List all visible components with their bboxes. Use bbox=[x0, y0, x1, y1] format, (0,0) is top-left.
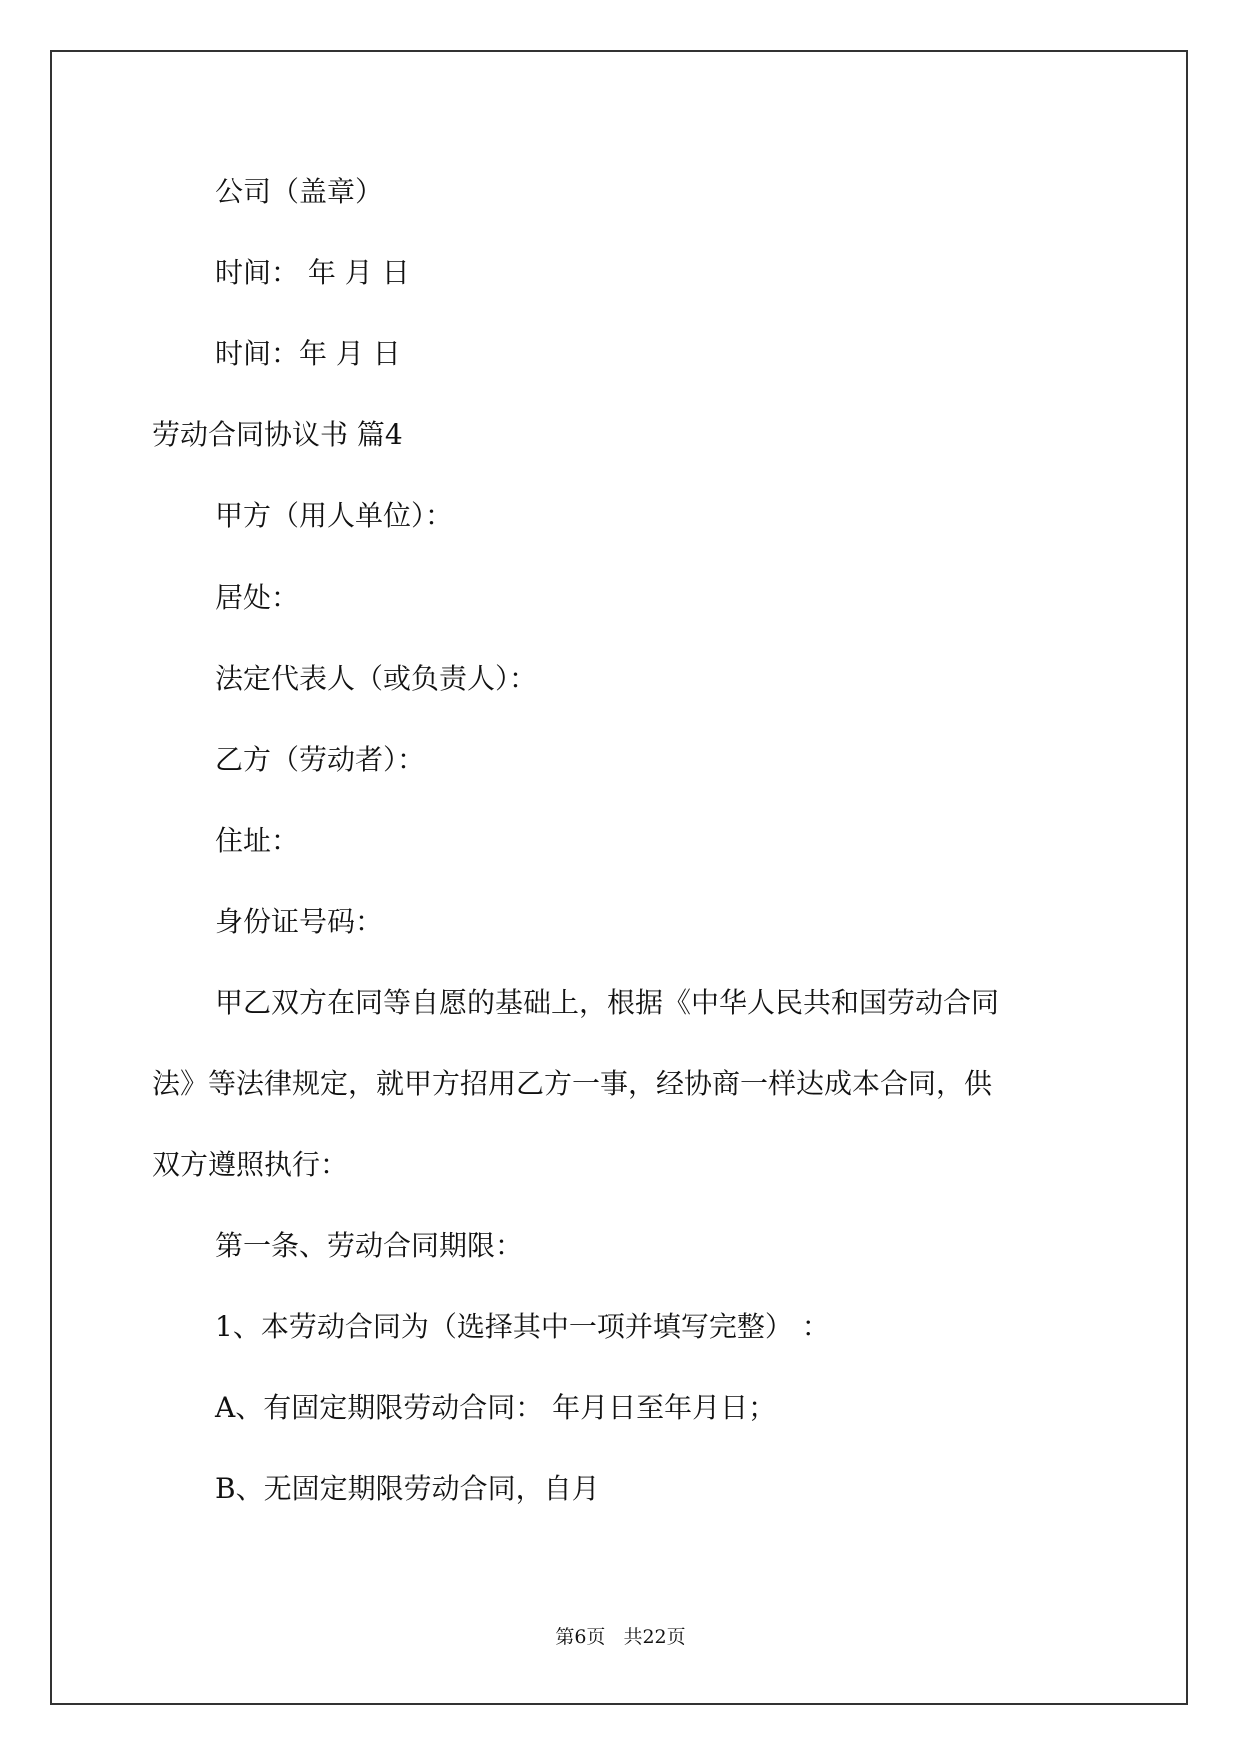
legal-rep-line: 法定代表人（或负责人）： bbox=[215, 662, 538, 695]
article-one-heading: 第一条、劳动合同期限： bbox=[215, 1229, 524, 1262]
party-a-line: 甲方（用人单位）： bbox=[215, 499, 454, 532]
date-line-1: 时间： 年 月 日 bbox=[215, 256, 410, 289]
residence-line: 居处： bbox=[215, 581, 300, 614]
section-heading: 劳动合同协议书 篇4 bbox=[152, 418, 403, 451]
body-paragraph-line-1: 甲乙双方在同等自愿的基础上，根据《中华人民共和国劳动合同 bbox=[215, 986, 1000, 1019]
page-number: 第6页 bbox=[555, 1626, 606, 1648]
clause-1-line: 1、本劳动合同为（选择其中一项并填写完整） ： bbox=[215, 1310, 830, 1343]
address-line: 住址： bbox=[215, 824, 300, 857]
company-seal-line: 公司（盖章） bbox=[215, 175, 384, 208]
option-b-line: B、无固定期限劳动合同，自月 bbox=[215, 1472, 600, 1505]
body-paragraph-line-2: 法》等法律规定，就甲方招用乙方一事，经协商一样达成本合同，供 bbox=[152, 1067, 993, 1100]
party-b-line: 乙方（劳动者）： bbox=[215, 743, 426, 776]
page-border bbox=[50, 50, 1188, 1705]
page-total: 共22页 bbox=[623, 1626, 686, 1648]
option-a-line: A、有固定期限劳动合同： 年月日至年月日； bbox=[215, 1391, 777, 1424]
page-footer bbox=[0, 1626, 1241, 1648]
date-line-2: 时间：年 月 日 bbox=[215, 337, 401, 370]
id-number-line: 身份证号码： bbox=[215, 905, 384, 938]
body-paragraph-line-3: 双方遵照执行： bbox=[152, 1148, 349, 1181]
